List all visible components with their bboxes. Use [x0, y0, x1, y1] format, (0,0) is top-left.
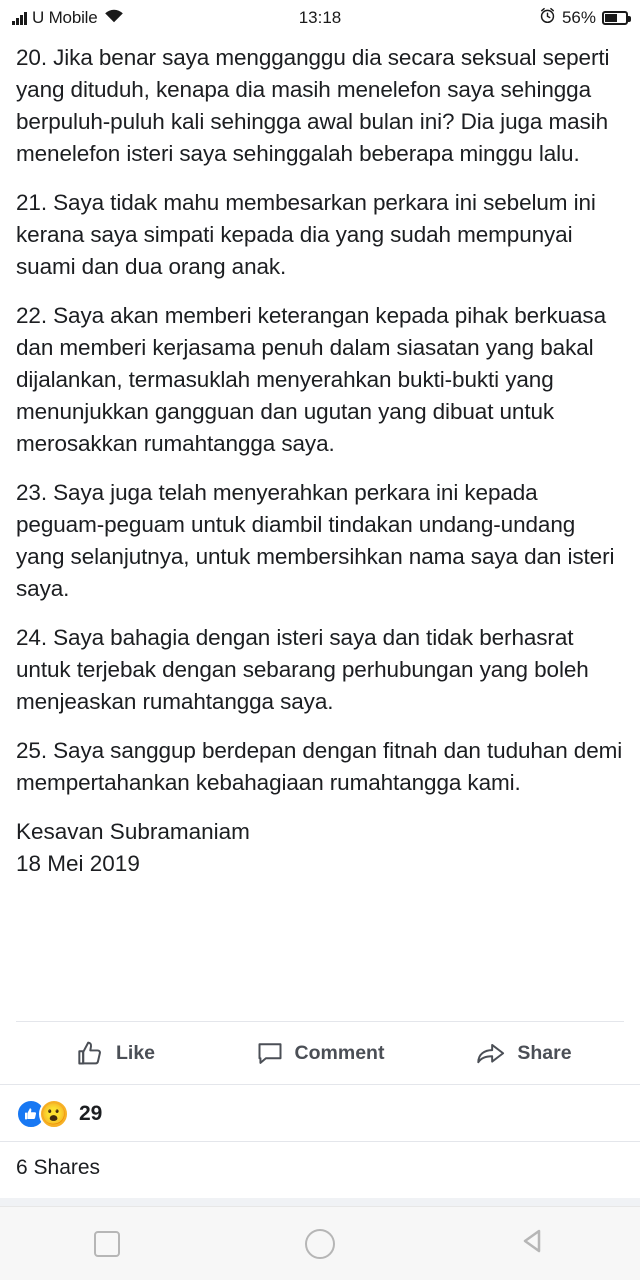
carrier-label: U Mobile	[32, 8, 98, 27]
status-bar-right	[539, 7, 628, 29]
share-button-label: Share	[517, 1041, 572, 1064]
signal-bars-icon	[12, 11, 27, 25]
share-arrow-icon	[476, 1039, 506, 1067]
share-button[interactable]	[422, 1039, 626, 1067]
post-signature-name: Kesavan Subramaniam	[16, 819, 250, 844]
post-paragraph: 20. Jika benar saya mengganggu dia secara seksual seperti yang dituduh, kenapa dia masih menelefon saya sehingga berpuluh-puluh kali sehingga awal bulan ini? Dia juga masih menelefon isteri saya sehinggalah beberapa minggu lalu.	[16, 45, 610, 166]
home-button[interactable]	[280, 1207, 360, 1280]
shares-count[interactable]: 6 Shares	[16, 1156, 101, 1179]
home-circle-icon	[305, 1229, 335, 1259]
post-paragraph: 23. Saya juga telah menyerahkan perkara ini kepada peguam-peguam untuk diambil tindakan undang-undang yang selanjutnya, untuk membersihkan nama saya dan isteri saya.	[16, 480, 615, 601]
like-button[interactable]	[14, 1039, 218, 1067]
reaction-count: 29	[79, 1102, 103, 1125]
bottom-spacer	[0, 1198, 640, 1206]
post-paragraph: 21. Saya tidak mahu membesarkan perkara ini sebelum ini kerana saya simpati kepada dia yang sudah mempunyai suami dan dua orang anak.	[16, 190, 596, 279]
reactions-summary[interactable]	[0, 1085, 640, 1141]
status-bar-clock: 13:18	[298, 8, 342, 27]
post-paragraph: 25. Saya sanggup berdepan dengan fitnah dan tuduhan demi mempertahankan kebahagiaan rumahtangga kami.	[16, 738, 623, 795]
comment-bubble-icon	[256, 1039, 284, 1067]
post-paragraph: 24. Saya bahagia dengan isteri saya dan tidak berhasrat untuk terjebak dengan sebarang perhubungan yang boleh menjeaskan rumahtangga saya.	[16, 625, 589, 714]
thumbs-up-icon	[77, 1039, 105, 1067]
comment-button[interactable]	[218, 1039, 422, 1067]
battery-icon	[602, 11, 628, 25]
status-bar	[0, 0, 640, 36]
post-actions	[0, 1022, 640, 1084]
post-signature-date: 18 Mei 2019	[16, 851, 140, 876]
back-triangle-icon	[518, 1226, 548, 1261]
post-paragraph: 22. Saya akan memberi keterangan kepada pihak berkuasa dan memberi kerjasama penuh dalam siasatan yang bakal dijalankan, termasuklah menyerahkan bukti-bukti yang menunjukkan gangguan dan ugutan yang dibuat untuk merosakkan rumahtangga saya.	[16, 303, 606, 456]
post-content	[0, 36, 640, 1003]
wifi-icon	[104, 8, 124, 28]
comment-button-label: Comment	[294, 1041, 385, 1064]
recents-button[interactable]	[67, 1207, 147, 1280]
back-button[interactable]	[493, 1207, 573, 1280]
battery-percent-label: 56%	[561, 8, 596, 27]
wow-reaction-icon: 😮	[39, 1099, 69, 1129]
reaction-icon-group	[16, 1099, 69, 1129]
alarm-clock-icon	[539, 7, 556, 29]
system-navigation-bar	[0, 1206, 640, 1280]
recents-square-icon	[94, 1231, 120, 1257]
status-bar-left	[12, 8, 124, 28]
like-button-label: Like	[115, 1041, 156, 1064]
